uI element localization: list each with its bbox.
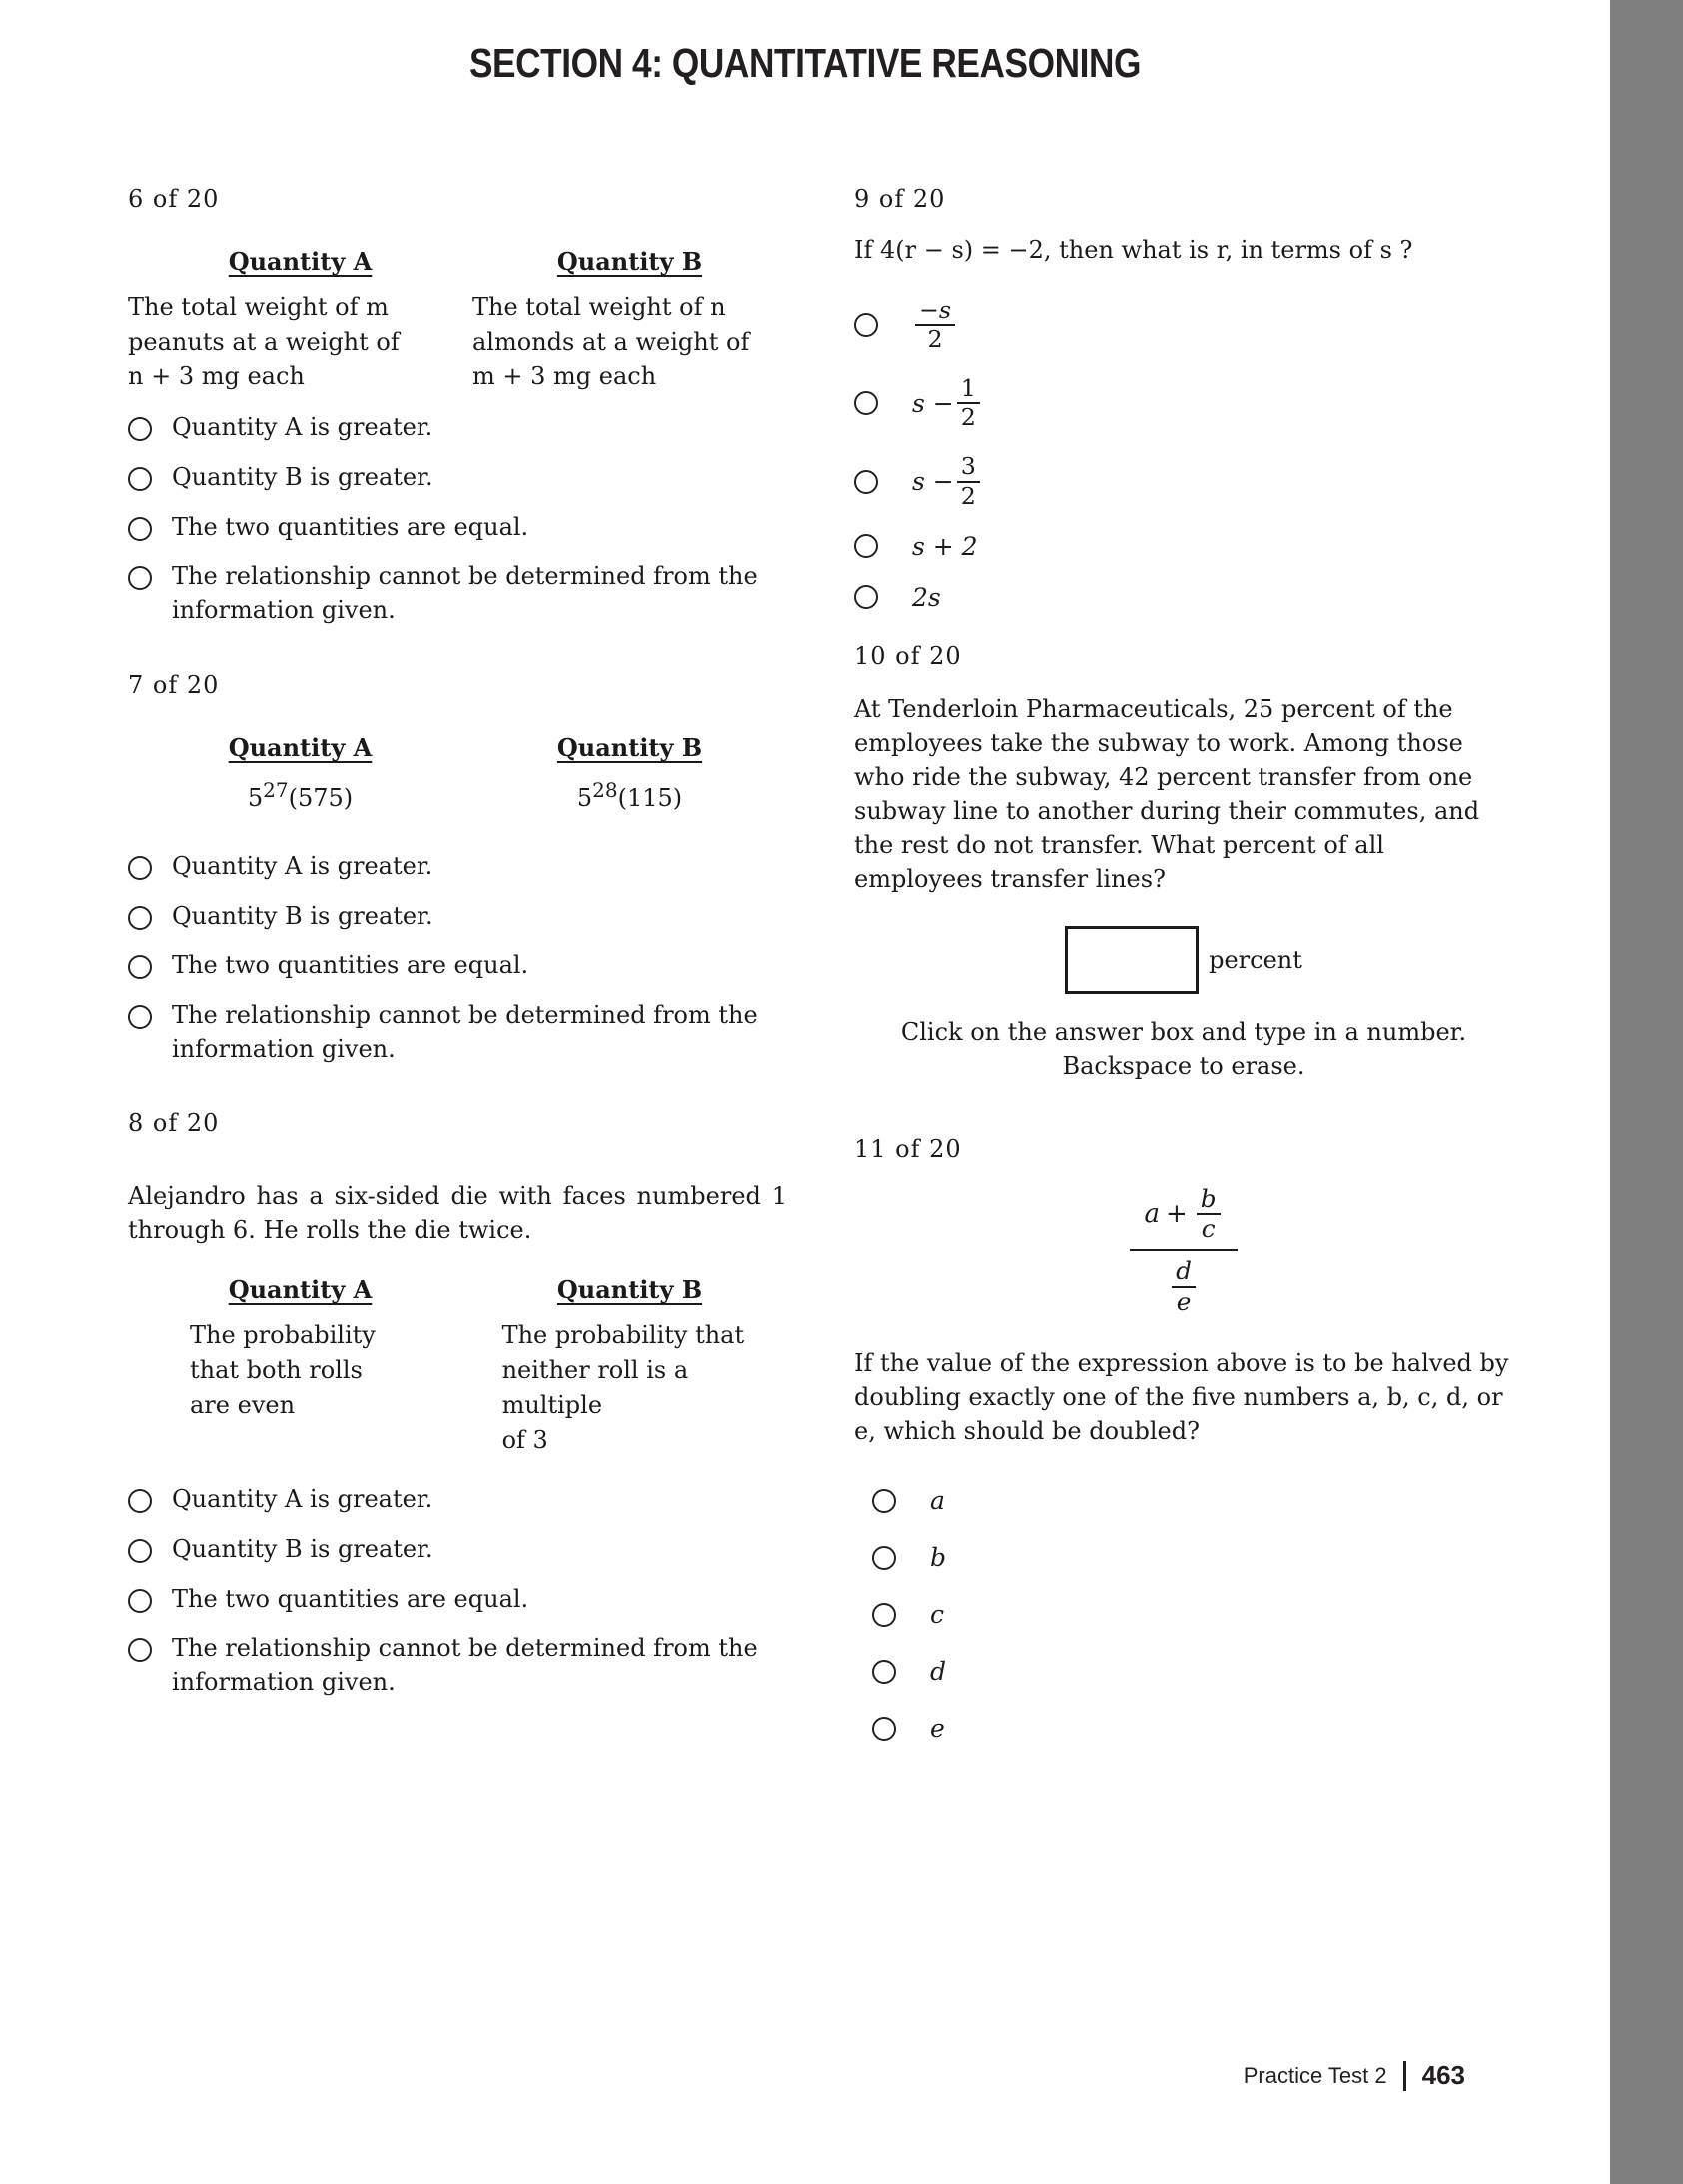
radio-button-icon[interactable] [128, 1638, 152, 1662]
radio-button-icon[interactable] [854, 585, 878, 609]
quantity-headers [128, 733, 787, 762]
choice-option[interactable] [872, 1714, 1513, 1743]
answer-choices [128, 411, 787, 627]
choice-expression: 2s [912, 582, 941, 612]
choice-label: The two quantities are equal. [172, 1584, 529, 1613]
answer-choices [854, 1486, 1513, 1743]
question-number: 10 of 20 [854, 641, 962, 670]
fraction-denominator: 2 [915, 324, 955, 353]
choice-label: The two quantities are equal. [172, 512, 529, 541]
choice-option[interactable] [128, 411, 787, 445]
choice-option[interactable] [872, 1486, 1513, 1515]
choice-expression [912, 375, 983, 432]
footer-page-number: 463 [1421, 2060, 1465, 2090]
question-11 [854, 1135, 1513, 1744]
choice-option[interactable] [128, 949, 787, 983]
question-number: 7 of 20 [128, 671, 220, 700]
choice-expression: s + 2 [912, 531, 978, 561]
choice-label: Quantity B is greater. [172, 462, 433, 491]
expression-plus-sign: + [1165, 1199, 1188, 1230]
quantity-b-rest: (115) [617, 784, 683, 813]
quantity-b-header: Quantity B [556, 1275, 703, 1305]
quantity-b-base: 5 [576, 784, 593, 813]
choice-expression [912, 297, 958, 354]
choice-option[interactable] [854, 297, 1513, 354]
answer-instructions [854, 1016, 1513, 1083]
quantity-bodies [128, 1318, 787, 1457]
radio-button-icon[interactable] [854, 470, 878, 494]
expression-term-d: d [1176, 1256, 1192, 1286]
answer-choices [128, 850, 787, 1066]
question-stem: If 4(r − s) = −2, then what is r, in terms of s ? [854, 236, 1413, 264]
quantity-b-body [472, 776, 787, 816]
quantity-a-header: Quantity A [228, 733, 373, 763]
answer-choices [128, 1483, 787, 1699]
choice-option[interactable] [128, 1632, 787, 1699]
radio-button-icon[interactable] [872, 1660, 896, 1684]
radio-button-icon[interactable] [128, 955, 152, 979]
question-8 [128, 1109, 787, 1699]
left-column [128, 185, 787, 1715]
page-title: SECTION 4: QUANTITATIVE REASONING [468, 40, 1142, 86]
choice-option[interactable] [854, 375, 1513, 432]
fraction-numerator: 1 [960, 373, 976, 402]
instruction-line-1: Click on the answer box and type in a number. [900, 1018, 1467, 1047]
radio-button-icon[interactable] [128, 856, 152, 880]
choice-label: The relationship cannot be determined from the information given. [172, 1634, 758, 1696]
radio-button-icon[interactable] [128, 1489, 152, 1513]
expression-term-c: c [1197, 1213, 1221, 1243]
radio-button-icon[interactable] [872, 1717, 896, 1741]
quantity-b-line-3: m + 3 mg each [472, 362, 657, 390]
radio-button-icon[interactable] [128, 1005, 152, 1029]
quantity-a-line-1: The total weight of m [128, 293, 389, 321]
question-number: 11 of 20 [854, 1134, 962, 1163]
choice-label: Quantity A is greater. [172, 413, 433, 442]
quantity-a-body [128, 290, 472, 393]
choice-option[interactable] [128, 1533, 787, 1567]
choice-label: The two quantities are equal. [172, 951, 529, 980]
choice-option[interactable] [128, 999, 787, 1066]
question-number: 9 of 20 [854, 185, 946, 213]
quantity-a-line-3: are even [190, 1390, 296, 1419]
quantity-a-line-2: peanuts at a weight of [128, 327, 400, 356]
quantity-a-base: 5 [247, 784, 264, 813]
expression-term-a: a [1144, 1199, 1160, 1230]
choice-option[interactable] [128, 560, 787, 627]
quantity-a-body [128, 776, 472, 816]
choice-lead-term: s − [912, 388, 954, 418]
radio-button-icon[interactable] [128, 906, 152, 930]
quantity-b-line-2: neither roll is a multiple [501, 1356, 689, 1419]
radio-button-icon[interactable] [128, 467, 152, 491]
choice-option[interactable] [854, 453, 1513, 510]
radio-button-icon[interactable] [128, 517, 152, 541]
question-6 [128, 185, 787, 627]
question-10 [854, 642, 1513, 1084]
choice-option[interactable] [128, 511, 787, 545]
radio-button-icon[interactable] [128, 566, 152, 590]
quantity-b-line-1: The probability that [501, 1321, 745, 1350]
instruction-line-2: Backspace to erase. [1062, 1052, 1305, 1081]
radio-button-icon[interactable] [872, 1603, 896, 1627]
choice-label: Quantity B is greater. [172, 901, 433, 930]
fraction-denominator: 2 [957, 481, 980, 510]
quantity-b-line-3: of 3 [501, 1425, 548, 1454]
quantity-bodies [128, 776, 787, 816]
quantity-headers [128, 1275, 787, 1304]
question-stem: Alejandro has a six-sided die with faces numbered 1 through 6. He rolls the die twice. [128, 1182, 787, 1245]
choice-option[interactable] [128, 1483, 787, 1517]
choice-label: Quantity B is greater. [172, 1535, 433, 1564]
quantity-b-body [472, 290, 787, 393]
quantity-a-header: Quantity A [228, 247, 373, 276]
quantity-a-line-2: that both rolls [190, 1356, 363, 1385]
quantity-a-header: Quantity A [228, 1275, 373, 1305]
fraction-numerator: −s [919, 296, 952, 325]
choice-option[interactable] [128, 1583, 787, 1617]
choice-label: a [930, 1486, 945, 1516]
radio-button-icon[interactable] [854, 313, 878, 337]
choice-option[interactable] [872, 1600, 1513, 1629]
quantity-b-line-1: The total weight of n [472, 293, 726, 321]
quantity-b-exponent: 28 [592, 778, 618, 803]
choice-label: Quantity A is greater. [172, 852, 433, 881]
radio-button-icon[interactable] [872, 1489, 896, 1513]
question-7 [128, 671, 787, 1066]
question-stem: If the value of the expression above is to be halved by doubling exactly one of the five numbers a, b, c, d, or e, which should be doubled? [854, 1349, 1509, 1446]
choice-label: The relationship cannot be determined from the information given. [172, 562, 758, 624]
choice-option[interactable] [128, 900, 787, 934]
radio-button-icon[interactable] [854, 391, 878, 415]
choice-option[interactable] [872, 1543, 1513, 1572]
choice-option[interactable] [128, 850, 787, 884]
quantity-bodies [128, 290, 787, 393]
expression-term-e: e [1172, 1286, 1196, 1316]
answer-unit-label: percent [1209, 946, 1302, 975]
right-margin-bar [1610, 0, 1683, 2184]
fraction-denominator: 2 [957, 402, 980, 431]
footer-test-label: Practice Test 2 [1243, 2062, 1387, 2088]
complex-fraction-expression [854, 1185, 1513, 1317]
radio-button-icon[interactable] [854, 534, 878, 558]
choice-option[interactable] [854, 583, 1513, 612]
right-column [854, 185, 1513, 1771]
quantity-b-header: Quantity B [556, 733, 703, 763]
quantity-a-body [128, 1318, 502, 1457]
radio-button-icon[interactable] [128, 1589, 152, 1613]
question-9 [854, 185, 1513, 612]
radio-button-icon[interactable] [128, 1539, 152, 1563]
radio-button-icon[interactable] [128, 417, 152, 441]
quantity-headers [128, 247, 787, 276]
choice-lead-term: s − [912, 467, 954, 497]
quantity-b-line-2: almonds at a weight of [472, 327, 750, 356]
page-footer [1244, 2060, 1465, 2091]
choice-option[interactable] [128, 461, 787, 495]
question-number: 8 of 20 [128, 1109, 220, 1138]
quantity-a-line-1: The probability [190, 1321, 376, 1350]
choice-option[interactable] [854, 532, 1513, 561]
footer-divider [1403, 2061, 1406, 2091]
choice-label: b [930, 1543, 947, 1573]
numeric-entry-row [854, 926, 1513, 994]
quantity-a-rest: (575) [288, 784, 354, 813]
choice-label: c [930, 1600, 945, 1630]
choice-label: d [930, 1657, 947, 1687]
choice-option[interactable] [872, 1657, 1513, 1686]
choice-expression [912, 453, 983, 510]
fraction-numerator: 3 [960, 452, 976, 481]
quantity-a-line-3: n + 3 mg each [128, 362, 305, 390]
choice-label: e [930, 1714, 945, 1744]
question-number: 6 of 20 [128, 185, 220, 213]
choice-label: The relationship cannot be determined from the information given. [172, 1000, 758, 1063]
quantity-b-header: Quantity B [556, 247, 703, 276]
quantity-a-exponent: 27 [263, 778, 289, 803]
answer-choices [854, 297, 1513, 612]
expression-term-b: b [1200, 1183, 1217, 1213]
radio-button-icon[interactable] [872, 1546, 896, 1570]
quantity-b-body [502, 1318, 787, 1457]
question-stem: At Tenderloin Pharmaceuticals, 25 percent of the employees take the subway to work. Among those who ride the subway, 42 percent transfer from one subway line to another during their commutes, and the rest do not transfer. What percent of all employees transfer lines? [854, 694, 1480, 894]
answer-input-box[interactable] [1065, 926, 1199, 994]
choice-label: Quantity A is greater. [172, 1485, 433, 1514]
